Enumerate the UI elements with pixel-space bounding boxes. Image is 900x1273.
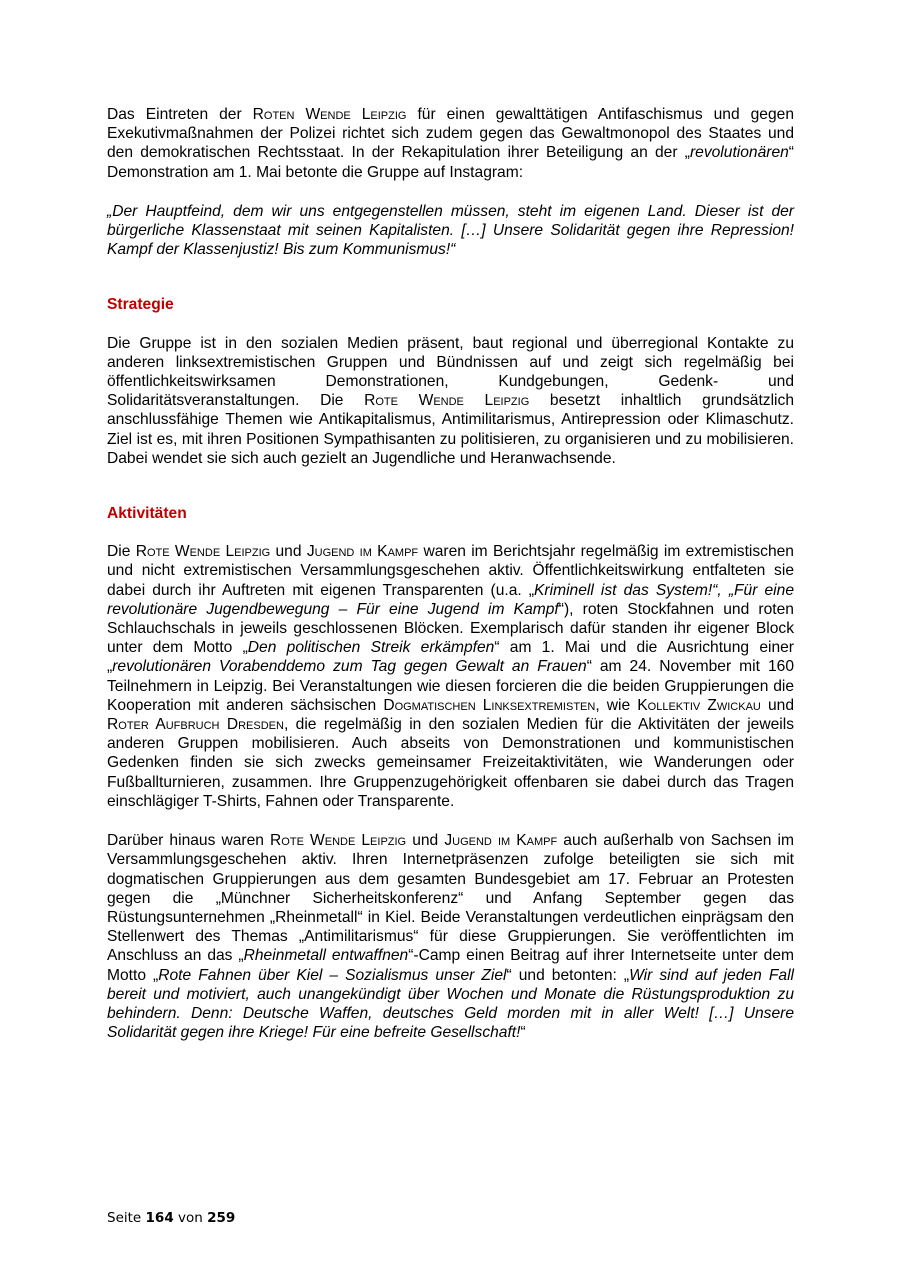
paragraph-intro — [107, 105, 794, 182]
org-name: Roter Aufbruch Dresden — [107, 716, 284, 734]
text: “), roten Stockfahnen und roten Schlauchschals in jeweils geschlossenen Blöcken. Exemplarisch dafür standen ihr eigener Block unter dem Motto „ — [107, 600, 794, 657]
org-name: Roten Wende Leipzig — [252, 106, 407, 123]
text: und — [406, 832, 445, 850]
footer-text: Seite — [107, 1210, 146, 1226]
emphasis: Rheinmetall entwaffnen — [243, 947, 409, 965]
text: für einen gewalttätigen Antifaschismus und gegen Exekutivmaßnahmen der Polizei richtet sich zudem gegen das Gewaltmonopol des Staates und den demokratischen Rechtsstaat. In der Rekapitulation ihrer Beteiligung an der „ — [107, 106, 794, 162]
text: “ und betonten: „ — [506, 966, 630, 984]
paragraph-aktivitaeten — [107, 542, 794, 811]
text: “ am 1. Mai und die Ausrichtung einer „ — [107, 639, 794, 676]
org-name: Kollektiv Zwickau — [637, 696, 761, 714]
text: Darüber hinaus waren — [107, 832, 271, 850]
paragraph-ausserhalb-sachsen — [107, 831, 794, 1042]
heading-strategie: Strategie — [107, 296, 174, 314]
text: auch außerhalb von Sachsen im Versammlungsgeschehen aktiv. Ihren Internetpräsenzen zufolge beteiligten sie sich mit dogmatischen Gruppierungen aus dem gesamten Bundesgebiet am 17. Februar an Protesten gegen die „Münchner Sicherheitskonferenz“ und Anfang September gegen das Rüstungsunternehmen „Rheinmetall“ in Kiel. Beide Veranstaltungen verdeutlichen einprägsam den Stellenwert des Themas „Antimilitarismus“ für diese Gruppierungen. Sie veröffentlichten im Anschluss an das „ — [107, 832, 794, 965]
page-number: 164 — [145, 1210, 174, 1226]
emphasis: revolutionären — [689, 144, 789, 162]
org-name: Jugend im Kampf — [306, 543, 419, 561]
text: Das Eintreten der — [107, 106, 253, 123]
text: Die Gruppe ist in den sozialen Medien präsent, baut regional und überregional Kontakte zu anderen linksextremistischen Gruppen und Bündnissen auf und zeigt sich regelmäßig bei öffentlichkeitswirksamen Demonstrationen, Kundgebungen, Gedenk- und Solidaritätsveranstaltungen. Die — [107, 334, 794, 410]
text: und — [760, 696, 794, 714]
quote-instagram — [107, 202, 794, 260]
emphasis: Den politischen Streik erkämpfen — [247, 639, 495, 657]
footer-text: von — [173, 1210, 208, 1226]
emphasis: Wir sind auf jeden Fall bereit und motiviert, auch unangekündigt über Wochen und Monate die Rüstungsproduktion zu behindern. Denn: Deutsche Waffen, deutsches Geld morden mit in aller Welt! […] Unsere Solidarität gegen ihre Kriege! Für eine befreite Gesellschaft! — [107, 966, 794, 1042]
text: besetzt inhaltlich grundsätzlich anschlussfähige Themen wie Antikapitalismus, Antimilitarismus, Antirepression oder Klimaschutz. Ziel ist es, mit ihren Positionen Sympathisanten zu politisieren, zu organisieren und zu mobilisieren. Dabei wendet sie sich auch gezielt an Jugendliche und Heranwachsende. — [107, 392, 794, 467]
document-body — [107, 105, 794, 1042]
text: waren im Berichtsjahr regelmäßig im extremistischen und nicht extremistischen Versammlungsgeschehen aktiv. Öffentlichkeitswirkung entfalteten sie dabei durch ihr Auftreten mit eigenen Transparenten (u.a. „ — [107, 543, 794, 599]
emphasis: Kriminell ist das System!“, „Für eine revolutionäre Jugendbewegung – Für eine Jugend im Kampf — [107, 581, 794, 618]
org-name: Dogmatischen Linksextremisten — [383, 696, 596, 714]
paragraph-strategie — [107, 334, 794, 468]
heading-aktivitaeten: Aktivitäten — [107, 505, 187, 523]
org-name: Rote Wende Leipzig — [270, 832, 407, 850]
text: und — [270, 543, 307, 561]
emphasis: Rote Fahnen über Kiel – Sozialismus unser Ziel — [158, 966, 507, 984]
org-name: Jugend im Kampf — [444, 832, 558, 850]
text: , die regelmäßig in den sozialen Medien für die Aktivitäten der jeweils anderen Gruppen mobilisieren. Auch abseits von Demonstrationen und kommunistischen Gedenken finden sie sich zwecks gemeinsamer Freizeitaktivitäten, wie Wanderungen oder Fußballturnieren, zusammen. Ihre Gruppenzugehörigkeit offenbaren sie dabei durch das Tragen einschlägiger T-Shirts, Fahnen oder Transparente. — [107, 716, 795, 810]
text: “-Camp einen Beitrag auf ihrer Internetseite unter dem Motto „ — [107, 947, 795, 984]
page-footer — [107, 1210, 235, 1226]
text: “ Demonstration am 1. Mai betonte die Gruppe auf Instagram: — [107, 144, 794, 181]
text: Die — [107, 543, 136, 561]
page-total: 259 — [207, 1210, 236, 1226]
text: “ am 24. November mit 160 Teilnehmern in Leipzig. Bei Veranstaltungen wie diesen forcieren die die beiden Gruppierungen die Kooperation mit anderen sächsischen — [107, 658, 794, 714]
emphasis: revolutionären Vorabenddemo zum Tag gegen Gewalt an Frauen — [112, 658, 587, 676]
org-name: Rote Wende Leipzig — [135, 543, 271, 561]
quote-text: „Der Hauptfeind, dem wir uns entgegenstellen müssen, steht im eigenen Land. Dieser ist der bürgerliche Klassenstaat mit seinen Kapitalisten. […] Unsere Solidarität gegen ihre Repression! Kampf der Klassenjustiz! Bis zum Kommunismus!“ — [107, 202, 794, 259]
text: “ — [520, 1024, 526, 1042]
text: , wie — [595, 696, 638, 714]
org-name: Rote Wende Leipzig — [364, 392, 530, 410]
